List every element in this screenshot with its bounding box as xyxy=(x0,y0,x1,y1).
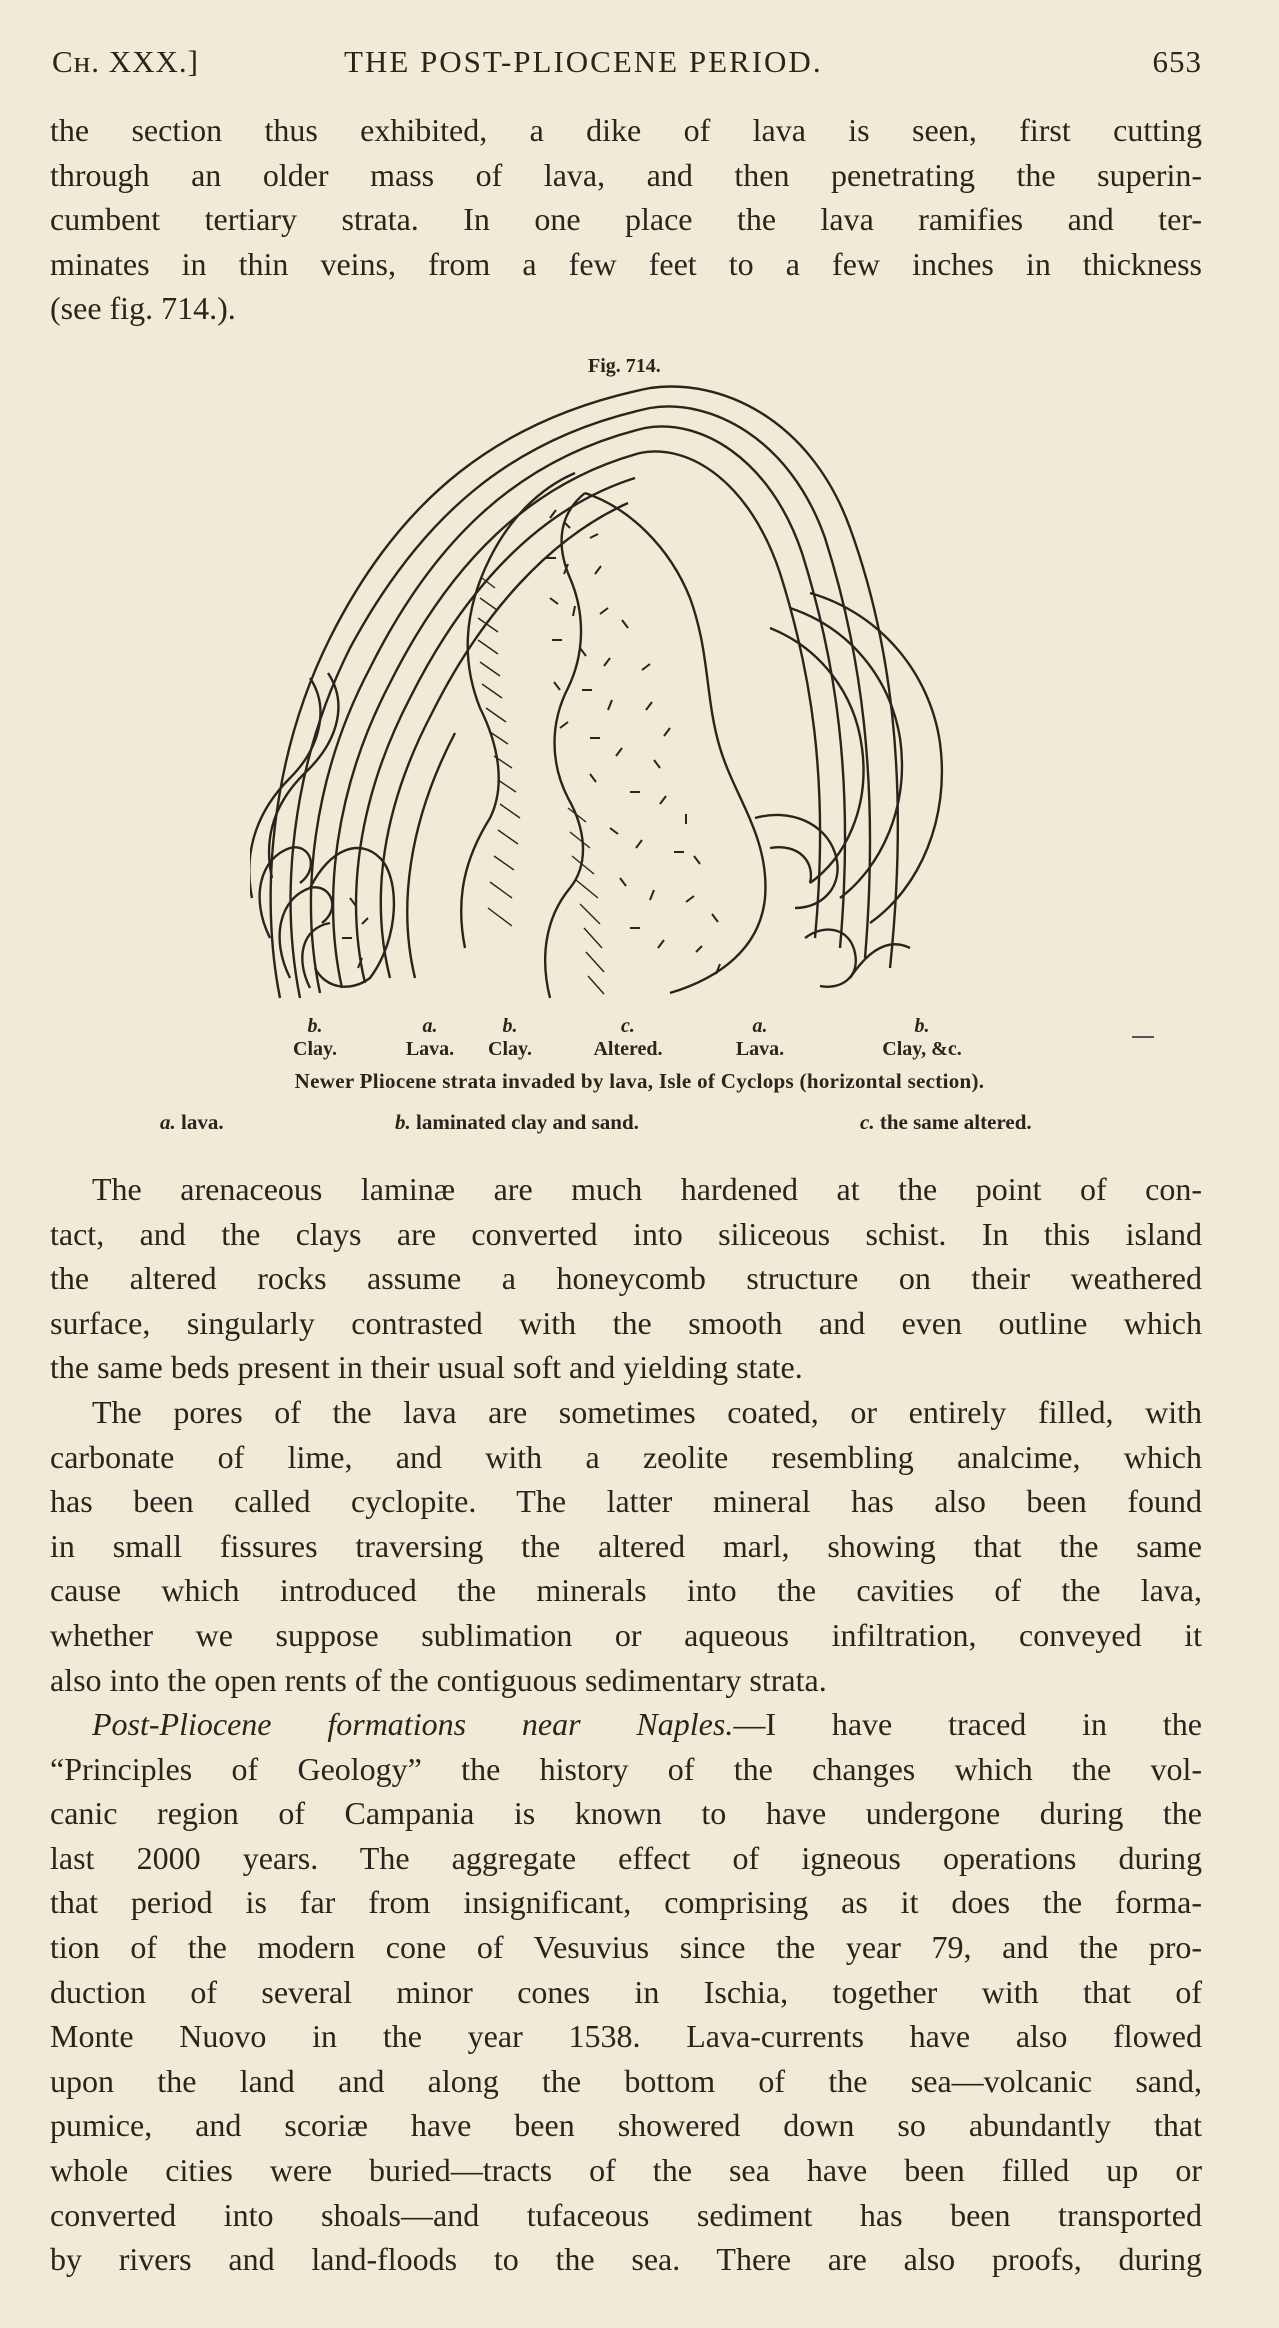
legend-item xyxy=(568,1015,688,1061)
text-line: last 2000 years. The aggregate effect of igneous operations during xyxy=(50,1839,1202,1876)
text-line: whole cities were buried—tracts of the sea have been filled up or xyxy=(50,2151,1202,2188)
figure-key-item xyxy=(860,1110,1032,1135)
text-line: Monte Nuovo in the year 1538. Lava-currents have also flowed xyxy=(50,2018,1202,2055)
figure-key-item xyxy=(395,1110,639,1135)
legend-key: b. xyxy=(307,1015,323,1037)
key-letter: b. xyxy=(395,1110,411,1134)
text-line: by rivers and land-floods to the sea. There are also proofs, during xyxy=(50,2241,1202,2278)
legend-item xyxy=(862,1015,982,1061)
key-letter: c. xyxy=(860,1110,875,1134)
legend-key: a. xyxy=(422,1015,438,1037)
legend-label: Lava. xyxy=(735,1038,785,1060)
text-line: the altered rocks assume a honeycomb structure on their weathered xyxy=(50,1260,1202,1297)
text-line: carbonate of lime, and with a zeolite resembling analcime, which xyxy=(50,1438,1202,1475)
text-line: converted into shoals—and tufaceous sediment has been transported xyxy=(50,2196,1202,2233)
key-letter: a. xyxy=(160,1110,176,1134)
text-line xyxy=(50,1702,1202,1747)
figure-label: Fig. 714. xyxy=(588,355,661,377)
legend-label: Clay, &c. xyxy=(882,1038,962,1060)
text-line: cumbent tertiary strata. In one place the lava ramifies and ter- xyxy=(50,201,1202,238)
text-line: cause which introduced the minerals into the cavities of the lava, xyxy=(50,1572,1202,1609)
text-line: through an older mass of lava, and then penetrating the superin- xyxy=(50,156,1202,193)
text-line: tact, and the clays are converted into siliceous schist. In this island xyxy=(50,1215,1202,1252)
text-line: has been called cyclopite. The latter mineral has also been found xyxy=(50,1483,1202,1520)
legend-key: c. xyxy=(621,1015,635,1037)
running-title: THE POST-PLIOCENE PERIOD. xyxy=(344,44,823,79)
text-line: the section thus exhibited, a dike of lava is seen, first cutting xyxy=(50,112,1202,148)
section-heading: Post-Pliocene formations near Naples. xyxy=(92,1706,734,1742)
text-fragment: —I have traced in the xyxy=(733,1706,1203,1742)
text-line: duction of several minor cones in Ischia, together with that of xyxy=(50,1973,1202,2010)
key-text: laminated clay and sand. xyxy=(416,1110,639,1134)
text-line: pumice, and scoriæ have been showered down so abundantly that xyxy=(50,2107,1202,2144)
legend-key: b. xyxy=(914,1015,930,1037)
legend-label: Altered. xyxy=(593,1038,663,1060)
text-line: that period is far from insignificant, comprising as it does the forma- xyxy=(50,1884,1202,1921)
text-line: canic region of Campania is known to have undergone during the xyxy=(50,1795,1202,1832)
legend-item xyxy=(700,1015,820,1061)
text-line: the same beds present in their usual soft and yielding state. xyxy=(50,1349,803,1386)
page-number: 653 xyxy=(1152,44,1202,79)
key-text: lava. xyxy=(181,1110,224,1134)
paragraph-naples xyxy=(50,1702,1202,2282)
key-text: the same altered. xyxy=(879,1110,1032,1134)
figure-legend xyxy=(0,1015,1279,1059)
text-line: “Principles of Geology” the history of the changes which the vol- xyxy=(50,1750,1202,1787)
margin-dash xyxy=(1132,1036,1154,1038)
paragraph-arenaceous xyxy=(50,1167,1202,1390)
legend-key: a. xyxy=(752,1015,768,1037)
geological-section-illustration xyxy=(250,378,1010,1008)
legend-item xyxy=(450,1015,570,1061)
chapter-number: Cʜ. XXX.] xyxy=(52,44,200,79)
text-line: tion of the modern cone of Vesuvius since the year 79, and the pro- xyxy=(50,1928,1202,1965)
text-line: (see fig. 714.). xyxy=(50,290,236,327)
text-line: in small fissures traversing the altered marl, showing that the same xyxy=(50,1527,1202,1564)
paragraph-pores xyxy=(50,1390,1202,1702)
text-line: whether we suppose sublimation or aqueous infiltration, conveyed it xyxy=(50,1616,1202,1653)
running-head xyxy=(52,44,1202,84)
figure-caption: Newer Pliocene strata invaded by lava, Isle of Cyclops (horizontal section). xyxy=(294,1069,985,1093)
text-line: The arenaceous laminæ are much hardened at the point of con- xyxy=(92,1171,1202,1207)
text-line: The pores of the lava are sometimes coated, or entirely filled, with xyxy=(92,1394,1202,1430)
paragraph-intro xyxy=(50,108,1202,331)
legend-item xyxy=(255,1015,375,1061)
text-line: upon the land and along the bottom of the sea—volcanic sand, xyxy=(50,2062,1202,2099)
legend-label: Clay. xyxy=(293,1038,337,1060)
figure-key-item xyxy=(160,1110,224,1135)
legend-label: Clay. xyxy=(488,1038,532,1060)
text-line: also into the open rents of the contiguous sedimentary strata. xyxy=(50,1661,827,1698)
legend-label: Lava. xyxy=(405,1038,455,1060)
legend-key: b. xyxy=(502,1015,518,1037)
text-line: minates in thin veins, from a few feet to a few inches in thickness xyxy=(50,245,1202,282)
text-line: surface, singularly contrasted with the smooth and even outline which xyxy=(50,1304,1202,1341)
